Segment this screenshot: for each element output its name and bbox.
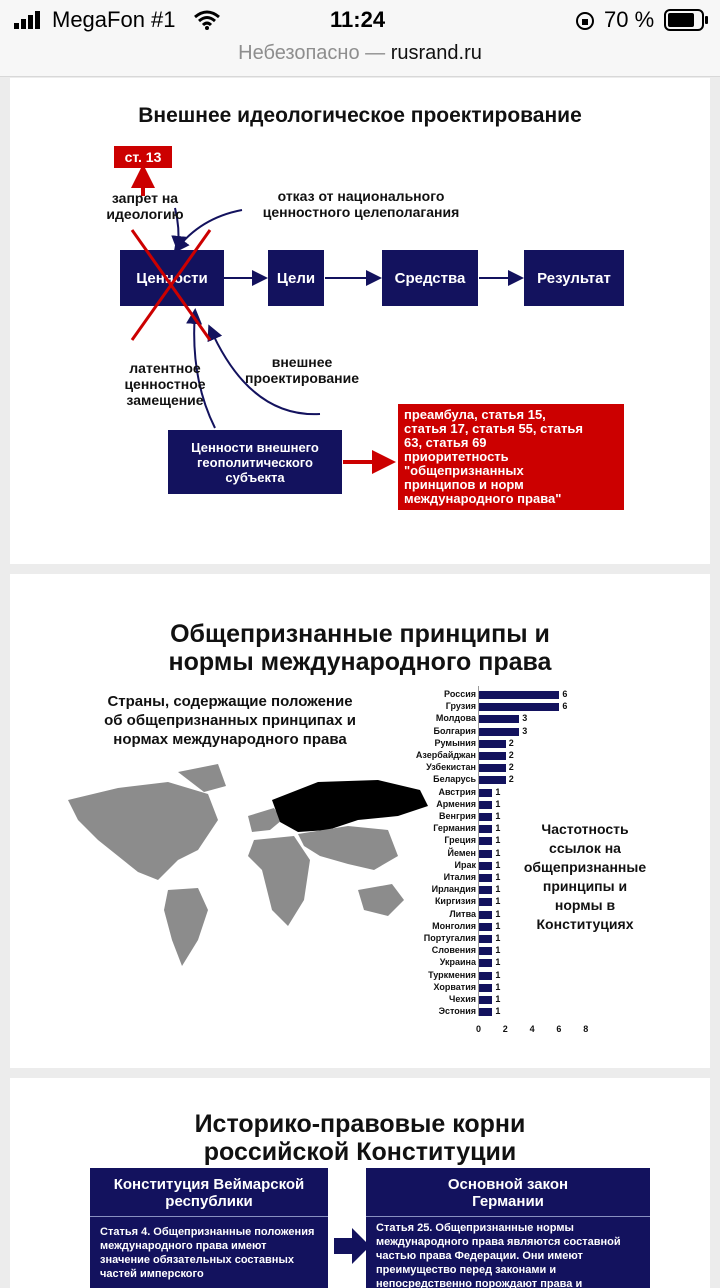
chart-data-label: 3	[522, 725, 528, 736]
chart-data-label: 1	[495, 981, 501, 992]
chart-bar	[479, 789, 492, 797]
chart-data-label: 6	[562, 701, 568, 712]
chart-category-label: Португалия	[423, 933, 476, 943]
chart-bar	[479, 837, 492, 845]
chart-bar	[479, 715, 519, 723]
chart-data-label: 1	[495, 859, 501, 870]
chart-data-label: 1	[495, 835, 501, 846]
orientation-lock-icon	[574, 10, 596, 37]
chart-data-label: 2	[508, 750, 514, 760]
basic-law-panel-title: Основной закон Германии	[366, 1168, 650, 1217]
label-ideology-ban: запрет на идеологию	[106, 190, 184, 222]
chart-category-label: Монголия	[432, 920, 476, 931]
weimar-article-body: Общепризнанные положения международного права имеют значение обязательных составных частей имперского	[100, 1226, 315, 1280]
address-bar[interactable]	[0, 40, 720, 77]
basic-law-article-body: Общепризнанные нормы международного права являются составной частью права Федерации. Они имеют преимущество перед законами и непосредственно порождают права и	[376, 1222, 621, 1288]
chart-data-label: 1	[495, 872, 501, 882]
chart-category-label: Румыния	[434, 737, 476, 748]
chart-data-label: 1	[495, 1006, 501, 1017]
box-goals: Цели	[268, 250, 324, 306]
label-external-design: внешнее проектирование	[245, 354, 359, 386]
weimar-panel	[90, 1168, 328, 1288]
chart-data-label: 1	[495, 957, 501, 968]
chart-category-label: Молдова	[435, 713, 476, 724]
weimar-panel-text	[90, 1217, 328, 1288]
box-external-values: Ценности внешнего геополитического субъекта	[168, 430, 342, 494]
box-result: Результат	[524, 250, 624, 306]
slide-generally-recognized-principles	[10, 574, 710, 1068]
chart-x-tick-label: 6	[556, 1024, 562, 1034]
chart-bar	[479, 740, 506, 748]
chart-data-label: 1	[495, 969, 501, 980]
chart-bar	[479, 850, 492, 858]
chart-category-label: Италия	[443, 872, 476, 882]
basic-law-article-number: Статья 25.	[376, 1222, 433, 1234]
chart-category-label: Ирак	[454, 859, 476, 870]
chart-category-label: Болгария	[433, 725, 476, 736]
chart-bar	[479, 728, 519, 736]
chart-category-label: Туркмения	[428, 969, 476, 980]
slide-historical-roots	[10, 1078, 710, 1288]
chart-data-label: 2	[508, 762, 514, 773]
chart-data-label: 1	[495, 908, 501, 919]
chart-data-label: 1	[495, 896, 501, 907]
chart-category-label: Азербайджан	[415, 750, 476, 760]
chart-data-label: 1	[495, 884, 501, 895]
weimar-article-number: Статья 4.	[100, 1226, 151, 1238]
chart-bar	[479, 947, 492, 955]
chart-data-label: 2	[508, 774, 514, 785]
chart-x-tick-label: 4	[529, 1024, 535, 1034]
chart-bar	[479, 959, 492, 967]
chart-category-label: Венгрия	[439, 811, 476, 821]
clock: 11:24	[330, 7, 386, 32]
chart-category-label: Хорватия	[433, 981, 476, 992]
chart-bar	[479, 801, 492, 809]
chart-category-label: Украина	[439, 957, 476, 968]
slide-title	[10, 1110, 710, 1166]
chart-category-label: Беларусь	[433, 774, 476, 785]
chart-category-label: Киргизия	[434, 896, 476, 907]
slide-ideological-design	[10, 78, 710, 564]
constitution-articles-box: преамбула, статья 15, статья 17, статья 55, статья 63, статья 69 приоритетность "общепризнанных принципов и норм международного права"	[398, 404, 624, 510]
chart-bar	[479, 776, 506, 784]
cross-out-mark	[128, 226, 214, 344]
article-13-badge: ст. 13	[114, 146, 172, 168]
chart-bar	[479, 996, 492, 1004]
chart-bar	[479, 874, 492, 882]
battery-percent: 70 %	[604, 7, 655, 32]
chart-x-tick-label: 0	[476, 1024, 482, 1034]
chart-bar	[479, 813, 492, 821]
status-bar	[0, 0, 720, 40]
chart-category-label: Россия	[444, 689, 476, 699]
map-caption: Страны, содержащие положение об общепризнанных принципах и нормах международного права	[104, 693, 356, 748]
chart-category-label: Германия	[433, 823, 476, 834]
chart-bar	[479, 911, 492, 919]
battery-icon	[664, 9, 710, 36]
chart-bar	[479, 984, 492, 992]
chart-bar	[479, 862, 492, 870]
chart-data-label: 1	[495, 798, 501, 809]
chart-data-label: 6	[562, 689, 568, 699]
chart-data-label: 1	[495, 920, 501, 931]
chart-bar	[479, 886, 492, 894]
chart-data-label: 1	[495, 933, 501, 943]
chart-category-label: Словения	[431, 945, 476, 956]
frequency-note: Частотность ссылок на общепризнанные принципы и нормы в Конституциях	[523, 821, 647, 932]
box-means: Средства	[382, 250, 478, 306]
label-latent-substitution: латентное ценностное замещение	[124, 360, 206, 408]
box-values: Ценности	[120, 250, 224, 306]
label-value-refusal: отказ от национального ценностного целеполагания	[262, 188, 460, 220]
chart-bar	[479, 691, 559, 699]
chart-data-label: 1	[495, 811, 501, 821]
chart-bar	[479, 923, 492, 931]
slide-title-line-2: нормы международного права	[168, 648, 552, 676]
domain-text: rusrand.ru	[390, 42, 482, 64]
chart-bar	[479, 764, 506, 772]
chart-x-tick-label: 2	[502, 1024, 508, 1034]
weimar-panel-title: Конституция Веймарской республики	[90, 1168, 328, 1217]
chart-category-label: Армения	[436, 798, 476, 809]
basic-law-panel	[366, 1168, 650, 1288]
chart-category-label: Эстония	[438, 1006, 476, 1017]
slide-title-line-2: российской Конституции	[203, 1138, 517, 1166]
slide-title-line-1: Историко-правовые корни	[194, 1110, 526, 1138]
chart-bar	[479, 972, 492, 980]
chart-data-label: 1	[495, 945, 501, 956]
chart-x-tick-label: 8	[583, 1024, 589, 1034]
carrier-name: MegaFon #1	[52, 7, 176, 32]
slide-title-line-1: Общепризнанные принципы и	[170, 620, 550, 648]
wifi-icon	[193, 9, 221, 36]
chart-category-label: Грузия	[445, 701, 476, 712]
chart-bar	[479, 935, 492, 943]
chart-category-label: Литва	[449, 908, 476, 919]
security-warning: Небезопасно —	[238, 42, 386, 64]
chart-bar	[479, 898, 492, 906]
chart-data-label: 3	[522, 713, 528, 724]
signal-icon	[14, 11, 44, 34]
chart-data-label: 1	[495, 994, 501, 1004]
chart-y-axis	[478, 686, 479, 1016]
chart-category-label: Греция	[444, 835, 476, 846]
chart-category-label: Узбекистан	[426, 762, 476, 773]
chart-bar	[479, 752, 506, 760]
chart-bar	[479, 825, 492, 833]
chart-category-label: Чехия	[449, 994, 476, 1004]
chart-category-label: Ирландия	[431, 884, 476, 895]
chart-data-label: 1	[495, 847, 501, 858]
chart-data-label: 1	[495, 823, 501, 834]
frequency-chart	[406, 686, 606, 1034]
chart-bar	[479, 1008, 492, 1016]
slide-title	[10, 620, 710, 676]
chart-data-label: 2	[508, 737, 514, 748]
chart-bar	[479, 703, 559, 711]
basic-law-panel-text	[366, 1217, 650, 1288]
chart-category-label: Австрия	[438, 786, 476, 797]
slide-title: Внешнее идеологическое проектирование	[138, 104, 582, 127]
chart-data-label: 1	[495, 786, 501, 797]
chart-category-label: Йемен	[447, 847, 476, 858]
world-map	[58, 760, 438, 970]
